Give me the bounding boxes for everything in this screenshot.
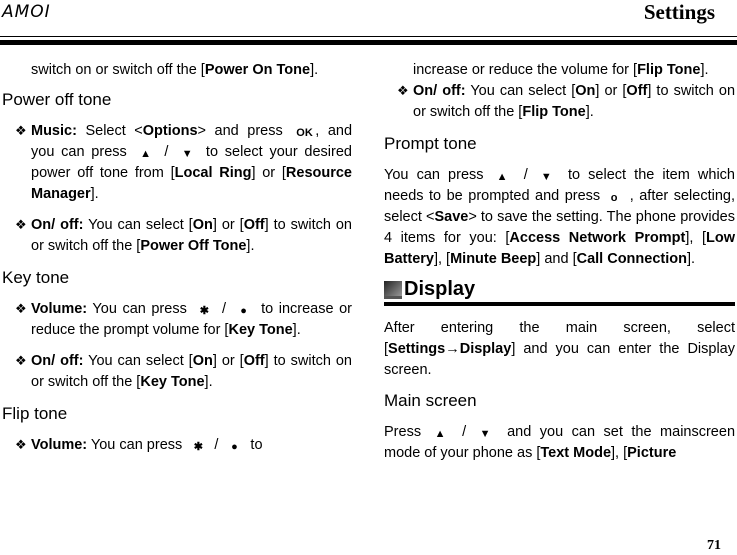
text: ] and you can enter the Display screen. — [384, 341, 735, 378]
down-key-icon: ▼ — [181, 148, 193, 160]
bold-text: Call Connection — [576, 251, 687, 267]
bold-text: Save — [434, 209, 469, 225]
bold-text: Text Mode — [540, 445, 612, 461]
bold-text: Settings→Display — [388, 341, 512, 357]
text: ]. — [90, 186, 99, 202]
text: You can select [ — [83, 353, 193, 369]
text: ] or [ — [595, 83, 627, 99]
volume-up-key-icon: ✱ — [193, 441, 203, 453]
header-divider-thick — [0, 40, 737, 45]
text: ]. — [686, 251, 696, 267]
text: Prompt tone — [384, 134, 477, 153]
bold-text: Minute Beep — [450, 251, 537, 267]
chapter-heading — [384, 279, 735, 306]
section-heading — [2, 267, 352, 288]
text: Power off tone — [2, 90, 112, 109]
bullet-item — [2, 351, 352, 393]
text: ] and [ — [536, 251, 577, 267]
text: ]. — [292, 322, 301, 338]
text: You can press — [87, 437, 187, 453]
text: Flip tone — [2, 404, 68, 423]
paragraph — [384, 318, 735, 381]
page-title: Settings — [643, 0, 715, 24]
bold-text: Off — [243, 353, 265, 369]
text: ] to switch on or switch off the [ — [31, 217, 352, 254]
text: / — [515, 167, 536, 183]
bold-text: Key Tone — [228, 322, 293, 338]
bold-text: Power Off Tone — [140, 238, 247, 254]
text: ] or [ — [212, 217, 244, 233]
text: / — [216, 301, 232, 317]
header-divider — [0, 36, 737, 37]
text: ], [ — [685, 230, 706, 246]
text: You can press — [384, 167, 492, 183]
text: to — [246, 437, 263, 453]
volume-down-key-icon: ● — [240, 305, 247, 317]
display-section-icon — [384, 281, 402, 299]
up-key-icon: ▲ — [434, 428, 446, 440]
text: to select your desired power off tone from [ — [31, 144, 352, 181]
text: > to save the setting. The phone provides 4 items for you: [ — [384, 209, 735, 246]
right-column — [384, 60, 735, 473]
section-heading — [384, 133, 735, 154]
bullet-item — [384, 81, 735, 123]
page-number: 71 — [707, 538, 721, 553]
text: to select the item which needs to be prompted and press — [384, 167, 735, 204]
text: ]. — [585, 104, 594, 120]
bullet-item — [2, 435, 352, 456]
text: Key tone — [2, 268, 70, 287]
text: ]. — [310, 62, 319, 78]
bold-text: On/ off: — [31, 353, 84, 369]
text: / — [453, 424, 475, 440]
text: ]. — [700, 62, 709, 78]
text: ] or [ — [251, 165, 286, 181]
bold-text: Key Tone — [140, 374, 205, 390]
text: After entering the main screen, select [ — [384, 320, 735, 357]
text: switch on or switch off the [ — [31, 62, 205, 78]
text: / — [210, 437, 223, 453]
bold-text: On/ off: — [413, 83, 466, 99]
bold-text: On — [192, 353, 213, 369]
down-key-icon: ▼ — [479, 428, 491, 440]
text: You can select [ — [465, 83, 576, 99]
ok-key-icon: OK — [296, 127, 313, 139]
up-key-icon: ▲ — [140, 148, 151, 160]
bold-text: Power On Tone — [204, 62, 311, 78]
text: to increase or reduce the prompt volume for [ — [31, 301, 352, 338]
text: ], [ — [611, 445, 628, 461]
text: , and you can press — [31, 123, 353, 160]
bullet-item — [2, 121, 352, 205]
section-heading — [2, 403, 352, 424]
text: Display — [404, 278, 476, 300]
paragraph — [2, 60, 352, 81]
bold-text: Flip Tone — [637, 62, 701, 78]
section-heading — [2, 89, 352, 110]
bold-text: Volume: — [31, 301, 88, 317]
volume-down-key-icon: ● — [231, 441, 238, 453]
text: and you can set the mainscreen mode of your phone as [ — [384, 424, 736, 461]
bold-text: Picture — [627, 445, 677, 461]
text: , after selecting, select < — [384, 188, 736, 225]
volume-up-key-icon: ✱ — [199, 305, 209, 317]
bold-text: Volume: — [31, 437, 88, 453]
bold-text: Resource Manager — [31, 165, 352, 202]
bold-text: Off — [243, 217, 265, 233]
text: You can select [ — [83, 217, 193, 233]
text: ] or [ — [212, 353, 244, 369]
text: / — [157, 144, 176, 160]
text: ]. — [246, 238, 255, 254]
bold-text: Local Ring — [174, 165, 252, 181]
left-column — [2, 60, 352, 466]
text: ], [ — [433, 251, 451, 267]
bold-text: On — [192, 217, 213, 233]
text: Press — [384, 424, 430, 440]
text: You can press — [87, 301, 193, 317]
bold-text: Access Network Prompt — [509, 230, 686, 246]
ok-key-icon: o — [610, 192, 618, 204]
text: ]. — [204, 374, 213, 390]
bullet-item — [2, 299, 352, 341]
text: ] to switch on or switch off the [ — [413, 83, 736, 120]
bold-text: Off — [626, 83, 648, 99]
paragraph — [384, 422, 735, 464]
text: Main screen — [384, 391, 477, 410]
bold-text: On/ off: — [31, 217, 84, 233]
up-key-icon: ▲ — [496, 171, 508, 183]
bold-text: Music: — [31, 123, 77, 139]
text: ] to switch on or switch off the [ — [31, 353, 352, 390]
text: > and press — [197, 123, 292, 139]
text: increase or reduce the volume for [ — [413, 62, 638, 78]
bold-text: Flip Tone — [522, 104, 586, 120]
amoi-logo: AMOI — [2, 2, 51, 22]
paragraph — [384, 165, 735, 270]
down-key-icon: ▼ — [540, 171, 552, 183]
bullet-item — [2, 215, 352, 257]
bold-text: Low Battery — [384, 230, 735, 267]
paragraph — [384, 60, 735, 81]
bold-text: Options — [142, 123, 198, 139]
bold-text: On — [575, 83, 596, 99]
text: Select < — [76, 123, 143, 139]
section-heading — [384, 390, 735, 411]
